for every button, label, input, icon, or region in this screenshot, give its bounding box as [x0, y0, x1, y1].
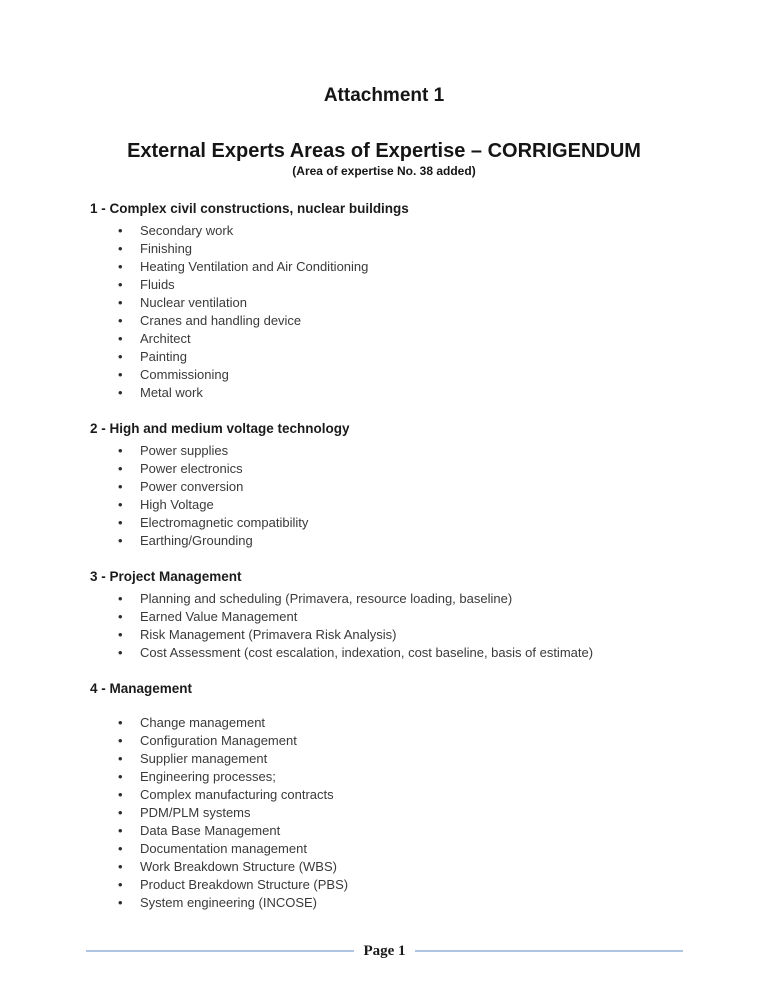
list-item: • Data Base Management: [90, 822, 698, 840]
list-item: • PDM/PLM systems: [90, 804, 698, 822]
section-heading: 1 - Complex civil constructions, nuclear buildings: [90, 201, 409, 216]
list-item: • Product Breakdown Structure (PBS): [90, 876, 698, 894]
list-item: • Planning and scheduling (Primavera, resource loading, baseline): [90, 590, 698, 608]
list-item: • Complex manufacturing contracts: [90, 786, 698, 804]
attachment-title: Attachment 1: [323, 85, 445, 106]
list-item: • Risk Management (Primavera Risk Analysis): [90, 626, 698, 644]
list-item: • Power electronics: [90, 460, 698, 478]
list-item: • Cranes and handling device: [90, 312, 698, 330]
section-project-management: [90, 568, 698, 662]
list-item: • Earned Value Management: [90, 608, 698, 626]
list-item: • Architect: [90, 330, 698, 348]
list-item: • Fluids: [90, 276, 698, 294]
list-item: • Secondary work: [90, 222, 698, 240]
document-heading: External Experts Areas of Expertise – CORRIGENDUM: [127, 140, 641, 162]
expertise-list: [90, 714, 698, 912]
page-footer: [86, 941, 683, 961]
list-item: • Electromagnetic compatibility: [90, 514, 698, 532]
section-heading: 3 - Project Management: [90, 569, 242, 584]
section-heading: 2 - High and medium voltage technology: [90, 421, 350, 436]
list-item: • Finishing: [90, 240, 698, 258]
list-item: • Work Breakdown Structure (WBS): [90, 858, 698, 876]
list-item: • Cost Assessment (cost escalation, indexation, cost baseline, basis of estimate): [90, 644, 698, 662]
list-item: • Earthing/Grounding: [90, 532, 698, 550]
list-item: • Configuration Management: [90, 732, 698, 750]
document-content: [90, 200, 698, 912]
page-number: Page 1: [363, 943, 406, 959]
list-item: • Metal work: [90, 384, 698, 402]
footer-rule-left: [86, 950, 354, 952]
list-item: • Power conversion: [90, 478, 698, 496]
list-item: • Change management: [90, 714, 698, 732]
document-subtitle: (Area of expertise No. 38 added): [292, 164, 476, 178]
list-item: • Nuclear ventilation: [90, 294, 698, 312]
list-item: • Commissioning: [90, 366, 698, 384]
list-item: • Supplier management: [90, 750, 698, 768]
list-item: • Power supplies: [90, 442, 698, 460]
section-complex-civil-constructions: [90, 200, 698, 402]
list-item: • High Voltage: [90, 496, 698, 514]
list-item: • Heating Ventilation and Air Conditioning: [90, 258, 698, 276]
list-item: • System engineering (INCOSE): [90, 894, 698, 912]
section-heading: 4 - Management: [90, 681, 193, 696]
section-management: [90, 680, 698, 912]
expertise-list: [90, 590, 698, 662]
section-high-medium-voltage: [90, 420, 698, 550]
list-item: • Documentation management: [90, 840, 698, 858]
expertise-list: [90, 442, 698, 550]
list-item: • Engineering processes;: [90, 768, 698, 786]
expertise-list: [90, 222, 698, 402]
footer-rule-right: [415, 950, 683, 952]
list-item: • Painting: [90, 348, 698, 366]
